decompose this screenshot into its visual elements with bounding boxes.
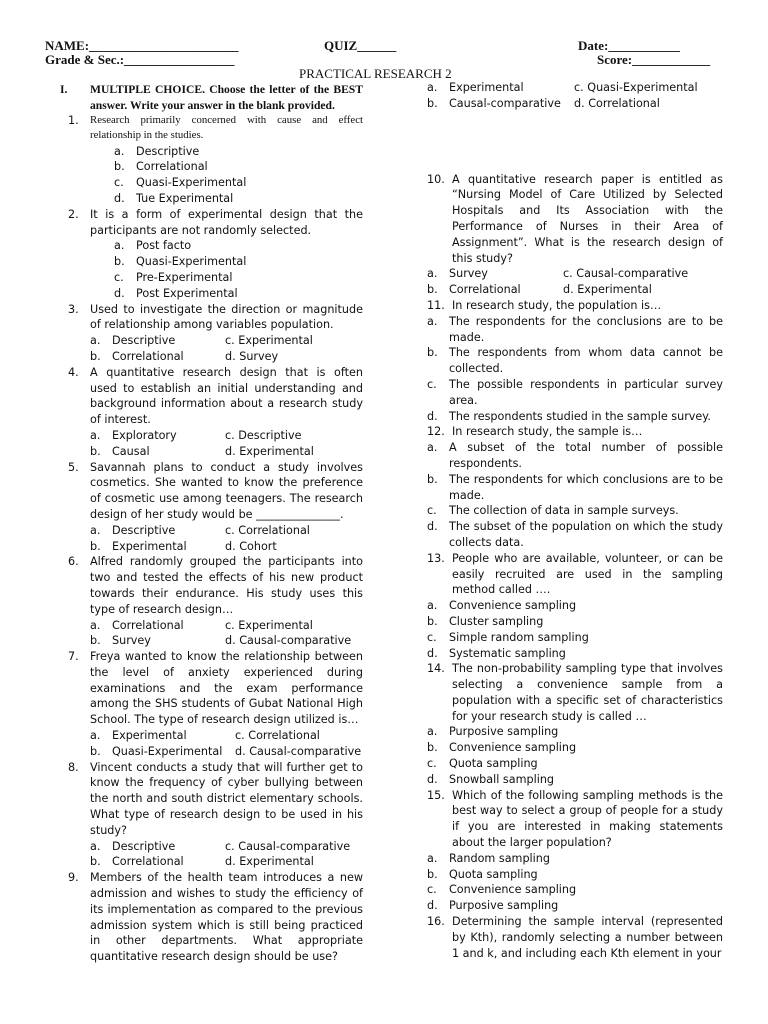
question-option [90, 744, 235, 760]
option-text: The collection of data in sample surveys. [449, 504, 679, 518]
question-option [563, 266, 723, 282]
option-item [114, 270, 363, 286]
option-item [427, 724, 723, 740]
option-letter: b. [90, 539, 101, 553]
question-text: A quantitative research design that is often used to establish an initial understanding and background information about a research study of interest. [90, 365, 363, 427]
option-letter: a. [90, 618, 101, 632]
option-text: d. Experimental [225, 444, 314, 458]
option-letter: b. [90, 634, 101, 648]
score-field-label: Score:____________ [597, 52, 711, 67]
question-options [90, 523, 363, 555]
question-options [427, 266, 723, 298]
question-options [90, 144, 363, 207]
option-item [427, 772, 723, 788]
option-item [427, 614, 723, 630]
option-text: Systematic sampling [449, 646, 566, 660]
option-letter: c. [114, 270, 124, 284]
question-option [90, 333, 225, 349]
option-text: d. Correlational [574, 96, 660, 110]
option-text: Correlational [112, 618, 184, 632]
option-item [114, 159, 363, 175]
option-item [427, 646, 723, 662]
option-text: c. Quasi-Experimental [574, 81, 698, 94]
option-item [427, 503, 723, 519]
option-text: d. Cohort [225, 539, 277, 553]
option-letter: a. [427, 851, 438, 865]
option-text: Descriptive [136, 144, 200, 158]
question-number: 1. [68, 114, 79, 128]
option-item [427, 440, 723, 472]
question-number: 9. [68, 871, 79, 885]
question-options [90, 428, 363, 460]
option-letter: c. [427, 757, 437, 771]
question-option [225, 523, 363, 539]
option-letter: b. [427, 614, 438, 628]
option-text: The respondents studied in the sample survey. [449, 409, 711, 423]
question-option [90, 728, 235, 744]
option-letter: b. [90, 444, 101, 458]
option-letter: d. [114, 286, 125, 300]
question-text: Freya wanted to know the relationship between the level of anxiety experienced during examinations and the exam performance among the SHS students of Gubat National High School. The type of research design utilized is… [90, 650, 363, 727]
option-text: Correlational [136, 160, 208, 174]
question-number: 13. [427, 551, 445, 565]
question-text: Used to investigate the direction or magnitude of relationship among variables population. [90, 302, 363, 332]
question-8 [52, 760, 363, 871]
question-option [90, 539, 225, 555]
option-item [427, 630, 723, 646]
option-letter: d. [427, 520, 438, 534]
question-options [90, 618, 363, 650]
option-text: The subset of the population on which the study collects data. [449, 520, 723, 549]
question-12 [427, 424, 723, 440]
option-letter: a. [427, 314, 438, 328]
question-option [563, 282, 723, 298]
option-letter: a. [90, 839, 101, 853]
question-5 [52, 460, 363, 555]
question-6 [52, 554, 363, 649]
question-option [225, 618, 363, 634]
option-letter: a. [427, 725, 438, 739]
question-text: In research study, the population is… [452, 298, 662, 312]
option-item [114, 144, 363, 160]
option-text: Convenience sampling [449, 599, 577, 613]
question-option [427, 282, 563, 298]
question-13 [427, 551, 723, 598]
option-item [427, 898, 723, 914]
option-text: Simple random sampling [449, 630, 589, 644]
left-question-list [52, 113, 363, 965]
question-option [225, 854, 363, 870]
option-letter: b. [427, 472, 438, 486]
question-option [90, 839, 225, 855]
option-text: Quasi-Experimental [112, 744, 223, 758]
option-letter: a. [90, 523, 101, 537]
question-option [225, 633, 363, 649]
option-item [114, 238, 363, 254]
question-11 [427, 298, 723, 314]
option-item [427, 345, 723, 377]
question-option [427, 266, 563, 282]
option-letter: d. [427, 899, 438, 913]
option-letter: c. [427, 504, 437, 518]
question-text: Members of the health team introduces a new admission and wishes to study the efficiency of its implementation as compared to the previous admission system which is still being practiced in other departments. What appropriate quantitative research design should be use? [90, 871, 363, 964]
question-option [225, 444, 363, 460]
option-text: Purposive sampling [449, 725, 559, 739]
question-option [225, 333, 363, 349]
question-options [427, 851, 723, 914]
question-14 [427, 661, 723, 724]
question-16 [427, 914, 723, 961]
question-9-option [574, 96, 723, 112]
option-letter: d. [114, 191, 125, 205]
question-options [90, 839, 363, 871]
option-letter: b. [90, 855, 101, 869]
option-text: d. Experimental [563, 283, 652, 297]
option-text: c. Correlational [225, 523, 310, 537]
question-text: Research primarily concerned with cause and effect relationship in the studies. [90, 114, 363, 142]
option-item [427, 409, 723, 425]
option-letter: a. [427, 267, 438, 281]
question-number: 11. [427, 298, 445, 312]
question-options [90, 333, 363, 365]
question-option [225, 428, 363, 444]
question-number: 3. [68, 302, 79, 316]
question-number: 6. [68, 555, 79, 569]
question-option [225, 539, 363, 555]
question-text: People who are available, volunteer, or can be easily recruited are used in the sampling method called …. [452, 551, 723, 597]
option-letter: a. [90, 729, 101, 743]
option-text: The respondents from whom data cannot be collected. [449, 346, 723, 376]
question-1 [52, 113, 363, 207]
question-options [427, 440, 723, 551]
option-item [427, 740, 723, 756]
option-item [427, 472, 723, 504]
question-options [427, 724, 723, 787]
option-item [114, 175, 363, 191]
question-option [225, 349, 363, 365]
option-letter: b. [114, 255, 125, 269]
question-15 [427, 788, 723, 851]
option-text: Post facto [136, 239, 192, 253]
section-instruction [52, 82, 363, 113]
option-text: Causal [112, 444, 150, 458]
grade-section-field-label: Grade & Sec.:_________________ [45, 52, 235, 67]
section-instruction-text: MULTIPLE CHOICE. Choose the letter of the BEST answer. Write your answer in the blank provided. [90, 83, 363, 112]
option-text: Descriptive [112, 334, 176, 348]
question-number: 16. [427, 915, 445, 929]
question-number: 15. [427, 788, 445, 802]
option-text: d. Causal-comparative [225, 634, 352, 648]
option-letter: d. [427, 646, 438, 660]
option-letter: a. [114, 239, 125, 253]
question-text: Alfred randomly grouped the participants into two and tested the effects of his new product towards their endurance. His study uses this type of research design… [90, 555, 363, 616]
option-item [427, 314, 723, 346]
question-3 [52, 302, 363, 365]
question-option [90, 854, 225, 870]
name-field-label: NAME:_______________________ [45, 38, 239, 53]
option-text: c. Causal-comparative [563, 267, 689, 281]
question-number: 5. [68, 460, 79, 474]
option-letter: d. [427, 409, 438, 423]
option-text: Experimental [449, 81, 524, 94]
question-2 [52, 207, 363, 302]
option-text: Pre-Experimental [136, 270, 233, 284]
option-letter: b. [427, 867, 438, 881]
option-letter: b. [90, 349, 101, 363]
option-text: The respondents for the conclusions are to be made. [449, 314, 723, 344]
option-letter: a. [427, 599, 438, 613]
question-option [225, 839, 363, 855]
question-option [90, 349, 225, 365]
option-text: Tue Experimental [136, 191, 234, 205]
option-item [114, 286, 363, 302]
option-text: Post Experimental [136, 286, 238, 300]
question-9-option [427, 80, 574, 96]
question-9-option [574, 80, 723, 96]
option-letter: d. [427, 772, 438, 786]
question-options [427, 314, 723, 425]
question-option [235, 744, 363, 760]
option-item [114, 191, 363, 207]
question-text: Vincent conducts a study that will further get to know the frequency of cyber bullying between the north and south district elementary schools. What type of research design to be used in his study? [90, 760, 363, 837]
option-text: d. Experimental [225, 855, 314, 869]
option-text: Experimental [112, 539, 187, 553]
option-letter: c. [114, 176, 124, 190]
question-text: The non-probability sampling type that involves selecting a convenience sample from a population with a specific set of characteristics for your research study is called … [452, 662, 723, 723]
question-option [90, 618, 225, 634]
option-letter: a. [114, 144, 125, 158]
question-option [90, 444, 225, 460]
question-number: 7. [68, 650, 79, 664]
question-9-options [427, 80, 723, 112]
option-text: Quasi-Experimental [136, 176, 247, 190]
option-text: Descriptive [112, 839, 176, 853]
option-letter: a. [90, 334, 101, 348]
option-text: Causal-comparative [449, 96, 561, 110]
question-number: 8. [68, 760, 79, 774]
option-text: A subset of the total number of possible respondents. [449, 441, 723, 470]
option-text: Purposive sampling [449, 899, 559, 913]
option-letter: c. [427, 377, 437, 391]
option-letter: b. [90, 744, 101, 758]
question-number: 12. [427, 425, 445, 439]
question-text: Determining the sample interval (represented by Kth), randomly selecting a number between 1 and k, and including each Kth element in your [452, 915, 723, 960]
option-letter: a. [427, 81, 438, 94]
option-text: d. Causal-comparative [235, 744, 362, 758]
option-text: Quasi-Experimental [136, 255, 247, 269]
quiz-field-label: QUIZ______ [324, 38, 397, 53]
option-letter: b. [427, 96, 438, 110]
option-item [427, 851, 723, 867]
option-text: Correlational [112, 349, 184, 363]
section-numeral: I. [60, 83, 68, 96]
option-text: c. Causal-comparative [225, 839, 351, 853]
question-option [90, 633, 225, 649]
option-item [427, 519, 723, 551]
option-text: Convenience sampling [449, 883, 577, 897]
question-options [427, 598, 723, 661]
option-letter: c. [427, 630, 437, 644]
option-item [427, 867, 723, 883]
option-text: Correlational [112, 855, 184, 869]
question-number: 2. [68, 207, 79, 221]
question-number: 10. [427, 172, 445, 186]
right-question-list [427, 172, 723, 962]
option-letter: b. [427, 346, 438, 360]
option-item [427, 756, 723, 772]
question-text: Savannah plans to conduct a study involves cosmetics. She wanted to know the preference of cosmetic use among teenagers. The research design of her study would be _______________. [90, 460, 363, 521]
question-9-option [427, 96, 574, 112]
option-letter: c. [427, 883, 437, 897]
option-letter: b. [114, 160, 125, 174]
option-text: Quota sampling [449, 757, 538, 771]
question-text: In research study, the sample is… [452, 425, 643, 439]
option-item [427, 377, 723, 409]
question-options [90, 728, 363, 760]
option-text: c. Descriptive [225, 428, 302, 442]
option-text: Experimental [112, 729, 187, 743]
option-text: c. Experimental [225, 334, 313, 348]
left-column [52, 82, 363, 965]
question-text: A quantitative research paper is entitled as “Nursing Model of Care Utilized by Selected Hospitals and Its Association with the Performance of Nurses in their Area of Assignment”. What is the research design of this study? [452, 172, 723, 265]
option-text: c. Experimental [225, 618, 313, 632]
option-item [427, 882, 723, 898]
question-7 [52, 649, 363, 760]
option-text: Random sampling [449, 851, 550, 865]
right-column [427, 80, 723, 961]
option-text: The respondents for which conclusions are to be made. [449, 472, 723, 502]
question-option [90, 523, 225, 539]
option-item [114, 254, 363, 270]
question-number: 14. [427, 662, 445, 676]
question-options [90, 238, 363, 301]
question-9 [52, 870, 363, 965]
date-field-label: Date:___________ [578, 38, 680, 53]
option-text: Convenience sampling [449, 741, 577, 755]
option-text: Snowball sampling [449, 772, 555, 786]
option-text: Exploratory [112, 428, 177, 442]
option-text: d. Survey [225, 349, 279, 363]
question-text: Which of the following sampling methods is the best way to select a group of people for a study if you are interested in making statements about the larger population? [452, 788, 723, 850]
option-item [427, 598, 723, 614]
question-option [235, 728, 363, 744]
option-text: Survey [112, 634, 151, 648]
question-number: 4. [68, 365, 79, 379]
option-text: The possible respondents in particular survey area. [449, 377, 723, 407]
page-title: PRACTICAL RESEARCH 2 [299, 66, 452, 81]
question-option [90, 428, 225, 444]
option-letter: b. [427, 741, 438, 755]
option-text: c. Correlational [235, 729, 320, 743]
option-text: Descriptive [112, 523, 176, 537]
option-text: Survey [449, 267, 488, 281]
option-text: Cluster sampling [449, 614, 544, 628]
question-4 [52, 365, 363, 460]
option-letter: a. [90, 428, 101, 442]
option-letter: b. [427, 283, 438, 297]
question-text: It is a form of experimental design that the participants are not randomly selected. [90, 207, 363, 237]
question-10 [427, 172, 723, 267]
option-text: Quota sampling [449, 867, 538, 881]
option-text: Correlational [449, 283, 521, 297]
option-letter: a. [427, 441, 438, 455]
